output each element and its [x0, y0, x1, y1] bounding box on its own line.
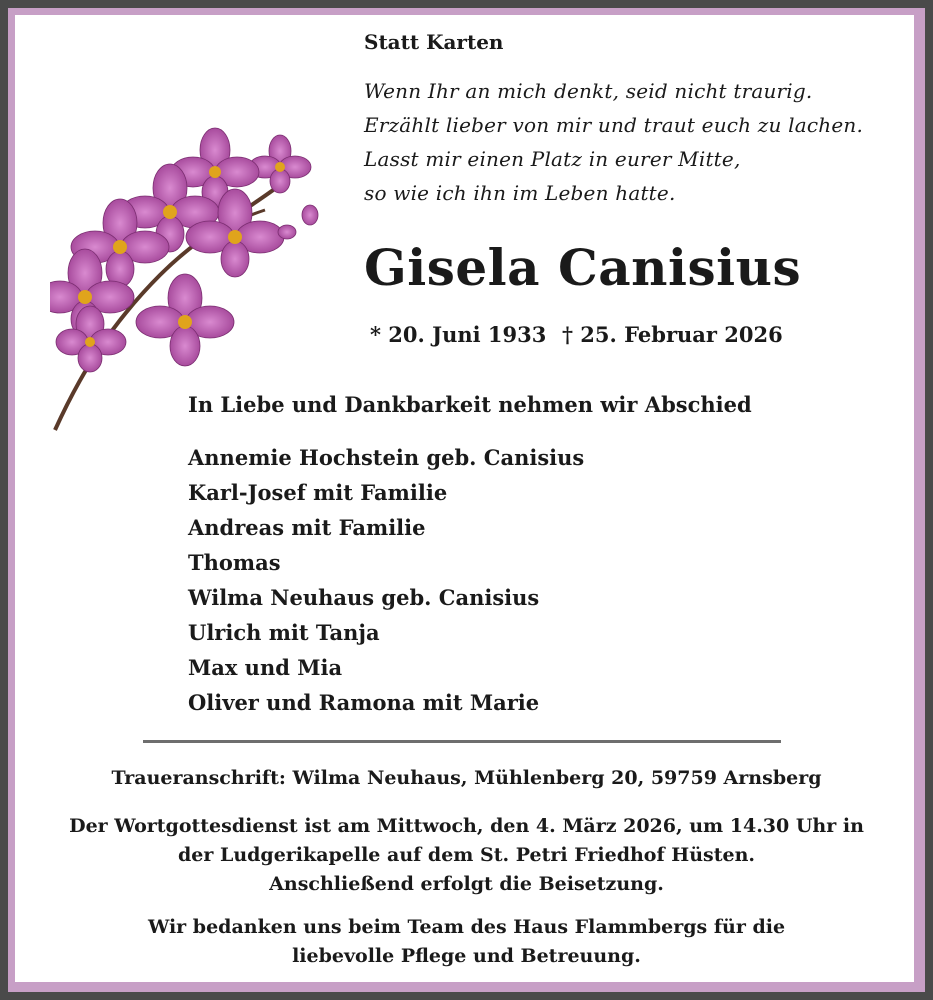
family-member: Thomas [188, 550, 281, 575]
orchid-image [50, 125, 330, 435]
service-line: der Ludgerikapelle auf dem St. Petri Friedhof Hüsten. [177, 844, 756, 866]
thanks-line: Wir bedanken uns beim Team des Haus Flammbergs für die [147, 916, 786, 938]
statt-karten-label: Statt Karten [364, 30, 504, 54]
service-line: Der Wortgottesdienst ist am Mittwoch, den 4. März 2026, um 14.30 Uhr in [69, 815, 864, 837]
thanks-note [0, 913, 933, 971]
death-date: † 25. Februar 2026 [562, 322, 783, 347]
deceased-name: Gisela Canisius [364, 238, 802, 297]
family-member: Ulrich mit Tanja [188, 620, 380, 645]
poem-line: Wenn Ihr an mich denkt, seid nicht traurig. [364, 79, 813, 103]
family-member: Oliver und Ramona mit Marie [188, 690, 540, 715]
birth-date: * 20. Juni 1933 [370, 322, 547, 347]
service-line: Anschließend erfolgt die Beisetzung. [269, 873, 664, 895]
family-member: Annemie Hochstein geb. Canisius [188, 445, 585, 470]
family-member: Andreas mit Familie [188, 515, 426, 540]
poem-line: so wie ich ihn im Leben hatte. [364, 181, 676, 205]
family-member: Karl-Josef mit Familie [188, 480, 448, 505]
divider [143, 740, 781, 743]
poem-line: Lasst mir einen Platz in eurer Mitte, [364, 147, 741, 171]
service-info [0, 812, 933, 899]
thanks-line: liebevolle Pflege und Betreuung. [292, 945, 641, 967]
mourning-address: Traueranschrift: Wilma Neuhaus, Mühlenberg 20, 59759 Arnsberg [111, 767, 822, 789]
family-list [188, 440, 584, 720]
family-member: Wilma Neuhaus geb. Canisius [188, 585, 540, 610]
farewell-intro: In Liebe und Dankbarkeit nehmen wir Abschied [188, 392, 752, 417]
family-member: Max und Mia [188, 655, 343, 680]
poem-line: Erzählt lieber von mir und traut euch zu lachen. [364, 113, 864, 137]
poem [364, 74, 863, 210]
